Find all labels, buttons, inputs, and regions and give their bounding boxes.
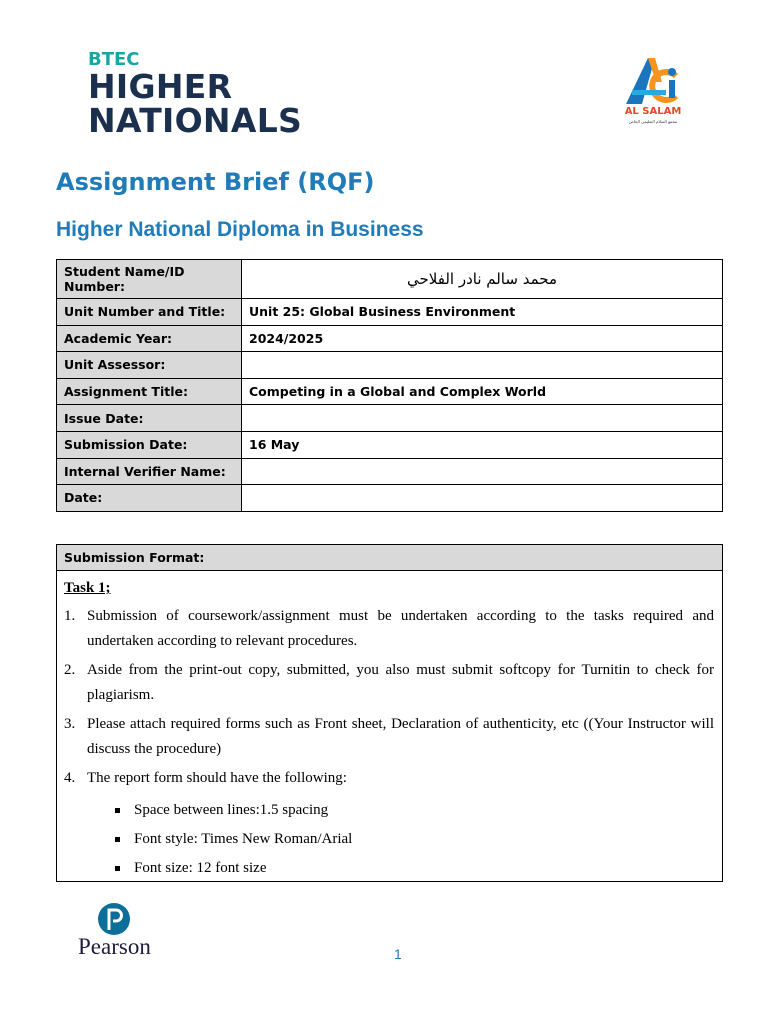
bullet-item <box>115 800 714 820</box>
square-bullet-icon <box>115 837 120 842</box>
list-text: Please attach required forms such as Front sheet, Declaration of authenticity, etc ((Your Instructor will discuss the procedure) <box>87 716 714 757</box>
list-text: Submission of coursework/assignment must be undertaken according to the tasks required and undertaken according to relevant procedures. <box>87 608 714 649</box>
internal-verifier-value <box>242 458 723 485</box>
list-text: Aside from the print-out copy, submitted, you also must submit softcopy for Turnitin to check for plagiarism. <box>87 662 714 703</box>
assignment-title-label: Assignment Title: <box>57 378 242 405</box>
internal-verifier-label: Internal Verifier Name: <box>57 458 242 485</box>
bullet-text: Font style: Times New Roman/Arial <box>134 831 353 847</box>
submission-format-body <box>57 571 722 878</box>
square-bullet-icon <box>115 866 120 871</box>
square-bullet-icon <box>115 808 120 813</box>
table-row <box>57 325 723 352</box>
unit-assessor-value <box>242 352 723 379</box>
bullet-text: Space between lines:1.5 spacing <box>134 802 329 818</box>
submission-format-box <box>56 544 723 882</box>
bullet-item <box>115 858 714 878</box>
issue-date-label: Issue Date: <box>57 405 242 432</box>
al-salam-emblem-icon <box>618 52 688 106</box>
list-number: 4. <box>64 770 76 786</box>
list-number: 1. <box>64 608 76 624</box>
list-text: The report form should have the following: <box>87 770 347 786</box>
btec-logo <box>88 50 302 138</box>
unit-assessor-label: Unit Assessor: <box>57 352 242 379</box>
table-row <box>57 352 723 379</box>
btec-label: BTEC <box>88 49 140 70</box>
page-title: Assignment Brief (RQF) <box>56 168 375 196</box>
submission-format-heading: Submission Format: <box>57 545 722 571</box>
table-row <box>57 405 723 432</box>
pearson-wordmark: Pearson <box>78 934 151 959</box>
table-row <box>57 431 723 458</box>
table-row <box>57 378 723 405</box>
assignment-info-table <box>56 259 723 512</box>
page-number: 1 <box>394 946 402 962</box>
list-item <box>64 604 714 654</box>
list-item <box>64 766 714 791</box>
student-name-label: Student Name/ID Number: <box>57 260 242 299</box>
al-salam-logo <box>618 52 688 130</box>
bullet-item <box>115 829 714 849</box>
table-row <box>57 485 723 512</box>
btec-nationals: NATIONALS <box>88 101 303 140</box>
date-label: Date: <box>57 485 242 512</box>
bullet-text: Font size: 12 font size <box>134 860 267 876</box>
pearson-p-icon <box>56 890 174 936</box>
submission-date-value: 16 May <box>242 431 723 458</box>
list-number: 2. <box>64 662 76 678</box>
date-value <box>242 485 723 512</box>
student-name-value: محمد سالم نادر الفلاحي <box>242 260 723 299</box>
assignment-title-value: Competing in a Global and Complex World <box>242 378 723 405</box>
list-item <box>64 712 714 762</box>
unit-value: Unit 25: Global Business Environment <box>242 299 723 326</box>
pearson-logo <box>56 890 174 960</box>
school-subtitle: مجمع السلام التعليمي الخاص <box>628 119 678 124</box>
academic-year-value: 2024/2025 <box>242 325 723 352</box>
school-name: AL SALAM <box>624 106 682 117</box>
submission-date-label: Submission Date: <box>57 431 242 458</box>
table-row <box>57 458 723 485</box>
diploma-title: Higher National Diploma in Business <box>56 218 424 241</box>
list-number: 3. <box>64 716 76 732</box>
table-row <box>57 299 723 326</box>
btec-higher: HIGHER <box>88 67 233 106</box>
academic-year-label: Academic Year: <box>57 325 242 352</box>
table-row <box>57 260 723 299</box>
task-title: Task 1; <box>64 580 111 596</box>
unit-label: Unit Number and Title: <box>57 299 242 326</box>
list-item <box>64 658 714 708</box>
issue-date-value <box>242 405 723 432</box>
